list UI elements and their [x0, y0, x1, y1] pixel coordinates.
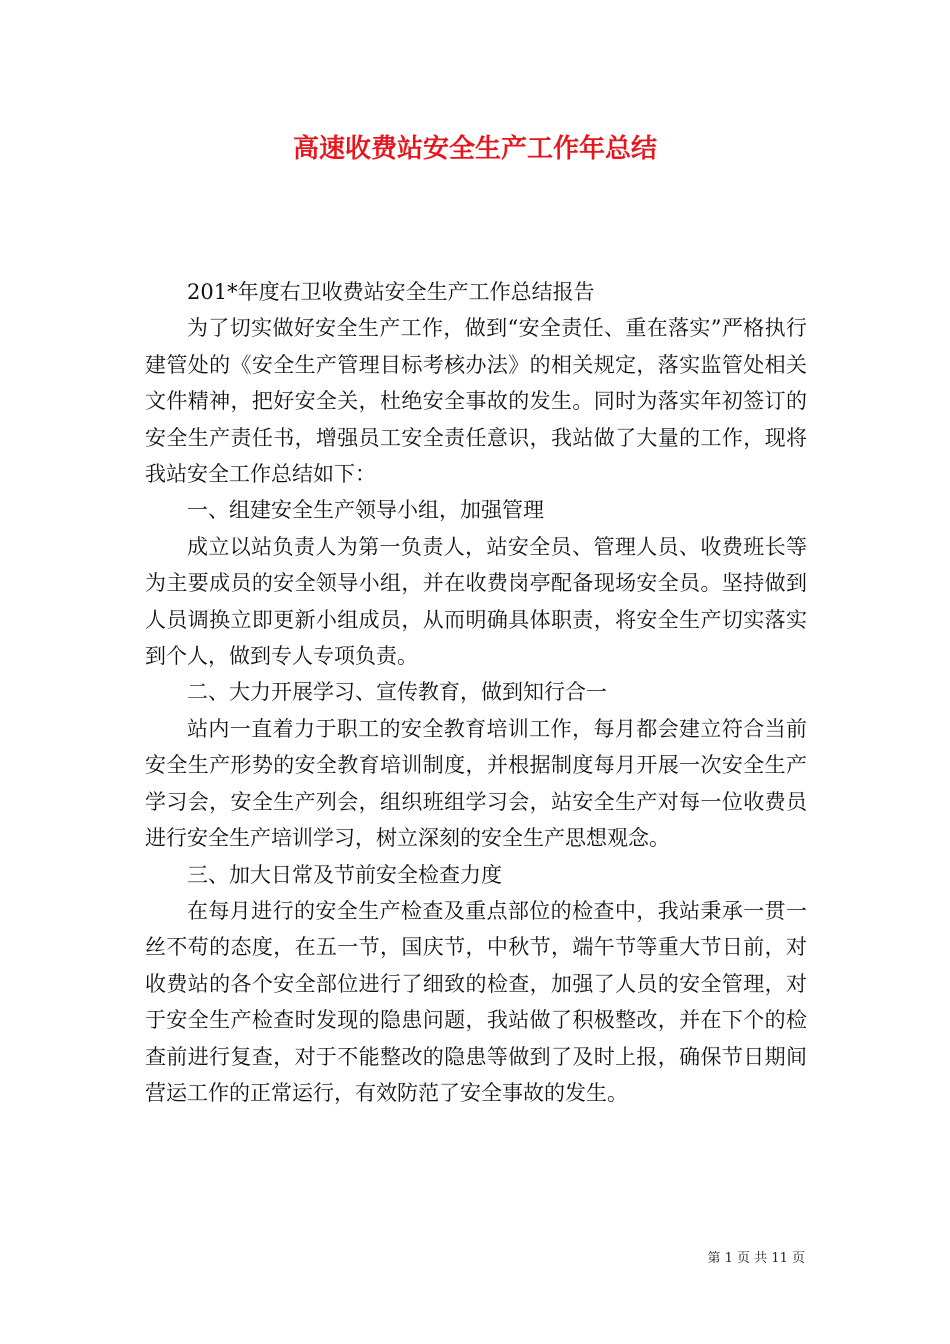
page-title: 高速收费站安全生产工作年总结 [292, 134, 657, 164]
section-body-1: 成立以站负责人为第一负责人，站安全员、管理人员、收费班长等为主要成员的安全领导小组，并在收费岗亭配备现场安全员。坚持做到人员调换立即更新小组成员，从而明确具体职责，将安全生产切实落实到个人，做到专人专项负责。 [145, 534, 807, 669]
report-subtitle: 201*年度右卫收费站安全生产工作总结报告 [187, 280, 595, 304]
section-heading-3: 三、加大日常及节前安全检查力度 [187, 862, 502, 887]
intro-paragraph: 为了切实做好安全生产工作，做到“安全责任、重在落实”严格执行建管处的《安全生产管理目标考核办法》的相关规定，落实监管处相关文件精神，把好安全关，杜绝安全事故的发生。同时为落实年初签订的安全生产责任书，增强员工安全责任意识，我站做了大量的工作，现将我站安全工作总结如下： [145, 316, 807, 487]
section-heading-1: 一、组建安全生产领导小组，加强管理 [187, 498, 544, 523]
document-body [145, 274, 807, 1111]
page-number: 第 1 页 共 11 页 [707, 1251, 805, 1266]
section-heading-2: 二、大力开展学习、宣传教育，做到知行合一 [187, 680, 607, 705]
section-body-2: 站内一直着力于职工的安全教育培训工作，每月都会建立符合当前安全生产形势的安全教育培训制度，并根据制度每月开展一次安全生产学习会，安全生产列会，组织班组学习会，站安全生产对每一位收费员进行安全生产培训学习，树立深刻的安全生产思想观念。 [145, 716, 807, 851]
section-body-3: 在每月进行的安全生产检查及重点部位的检查中，我站秉承一贯一丝不苟的态度，在五一节，国庆节，中秋节，端午节等重大节日前，对收费站的各个安全部位进行了细致的检查，加强了人员的安全管理，对于安全生产检查时发现的隐患问题，我站做了积极整改，并在下个的检查前进行复查，对于不能整改的隐患等做到了及时上报，确保节日期间营运工作的正常运行，有效防范了安全事故的发生。 [145, 898, 807, 1105]
